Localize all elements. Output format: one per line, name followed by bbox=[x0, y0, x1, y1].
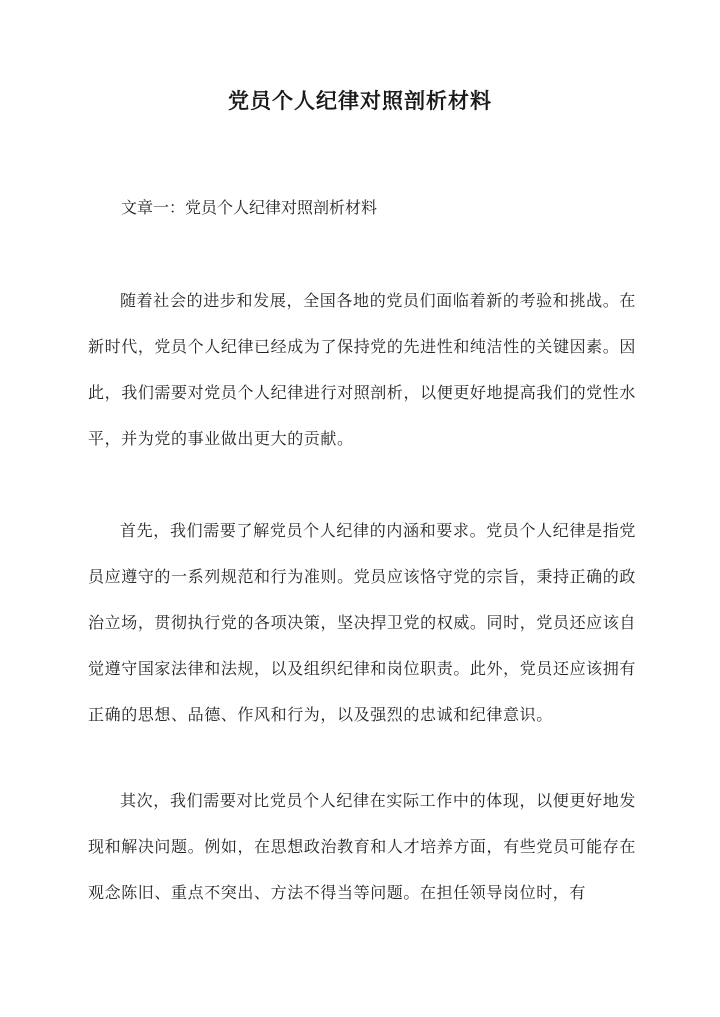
paragraph-1: 随着社会的进步和发展，全国各地的党员们面临着新的考验和挑战。在新时代，党员个人纪律已经成为了保持党的先进性和纯洁性的关键因素。因此，我们需要对党员个人纪律进行对照剖析，以便更好地提高我们的党性水平，并为党的事业做出更大的贡献。 bbox=[88, 291, 636, 448]
article-subtitle: 文章一：党员个人纪律对照剖析材料 bbox=[121, 198, 378, 217]
paragraph-3: 其次，我们需要对比党员个人纪律在实际工作中的体现，以便更好地发现和解决问题。例如，在思想政治教育和人才培养方面，有些党员可能存在观念陈旧、重点不突出、方法不得当等问题。在担任领导岗位时，有 bbox=[88, 791, 636, 902]
paragraph-2: 首先，我们需要了解党员个人纪律的内涵和要求。党员个人纪律是指党员应遵守的一系列规范和行为准则。党员应该恪守党的宗旨，秉持正确的政治立场，贯彻执行党的各项决策，坚决捍卫党的权威。同时，党员还应该自觉遵守国家法律和法规，以及组织纪律和岗位职责。此外，党员还应该拥有正确的思想、品德、作风和行为，以及强烈的忠诚和纪律意识。 bbox=[88, 521, 636, 724]
document-title: 党员个人纪律对照剖析材料 bbox=[228, 88, 492, 113]
